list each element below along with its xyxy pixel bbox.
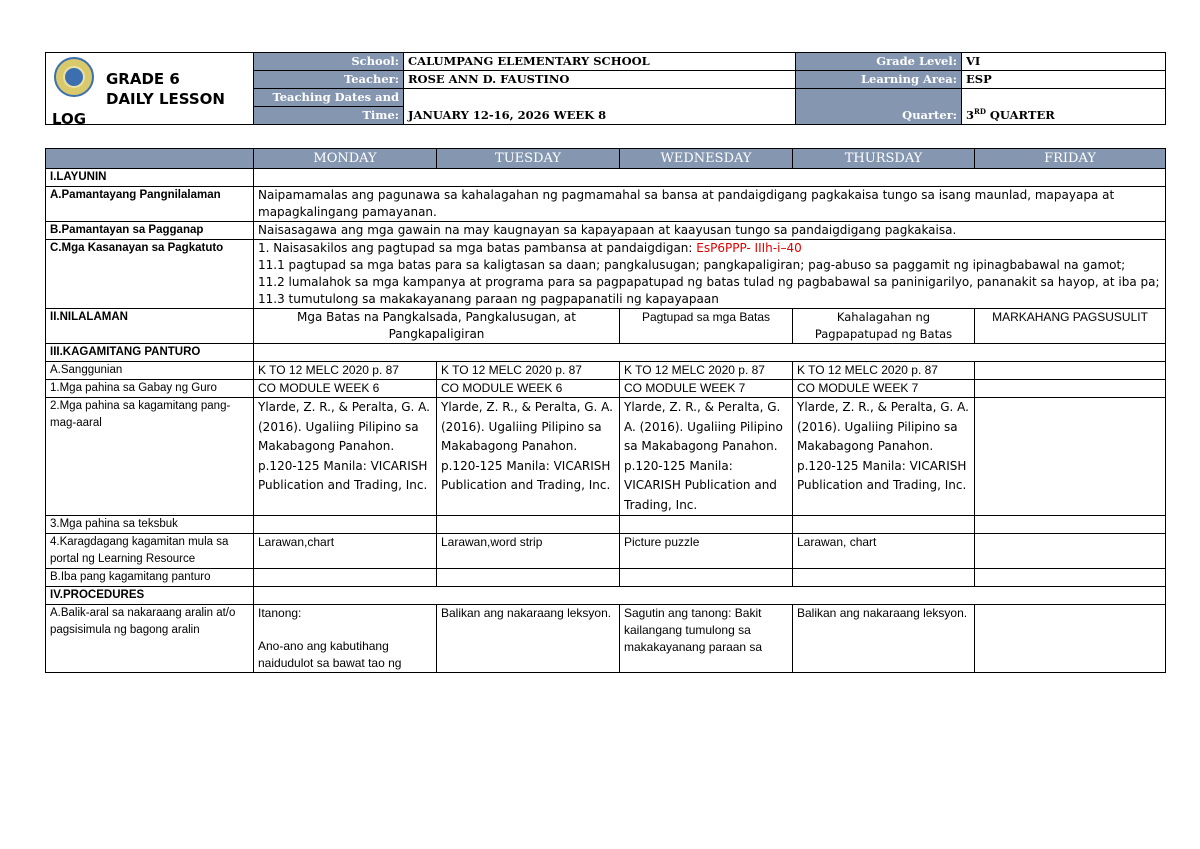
day-thursday: THURSDAY (793, 149, 975, 169)
gabay-guro-tue: CO MODULE WEEK 6 (437, 380, 620, 398)
day-header-blank (46, 149, 254, 169)
iba-pang-kagamitan-fri (975, 569, 1166, 587)
gabay-guro-wed: CO MODULE WEEK 7 (620, 380, 793, 398)
kagamitan-blank (254, 344, 1166, 362)
balik-aral-tue: Balikan ang nakaraang leksyon. (437, 605, 620, 673)
iba-pang-kagamitan-tue (437, 569, 620, 587)
quarter-label: Quarter: (796, 89, 962, 125)
teksbuk-tue (437, 516, 620, 534)
nilalaman-mon-tue: Mga Batas na Pangkalsada, Pangkalusugan, at Pangkapaligiran (254, 309, 620, 344)
sanggunian-tue: K TO 12 MELC 2020 p. 87 (437, 362, 620, 380)
learning-resource-thu: Larawan, chart (793, 534, 975, 569)
kagamitang-mag-aaral-wed: Ylarde, Z. R., & Peralta, G. A. (2016). Ugaliing Pilipino sa Makabagong Panahon. p.120-125 Manila: VICARISH Publication and Trading, Inc. (620, 398, 793, 516)
learning-resource-mon: Larawan,chart (254, 534, 437, 569)
day-monday: MONDAY (254, 149, 437, 169)
balik-aral-mon (254, 605, 437, 673)
kasanayan-line-4: 11.3 tumutulong sa makakayanang paraan ng pagpapanatili ng kapayapaan (258, 292, 719, 306)
gabay-guro-thu: CO MODULE WEEK 7 (793, 380, 975, 398)
teksbuk-mon (254, 516, 437, 534)
school-value: CALUMPANG ELEMENTARY SCHOOL (404, 53, 796, 71)
pamantayan-pagganap-text: Naisasagawa ang mga gawain na may kaugnayan sa kapayapaan at kaayusan tungo sa pandaigdigang pagkakaisa. (254, 222, 1166, 240)
day-friday: FRIDAY (975, 149, 1166, 169)
kagamitang-mag-aaral-mon: Ylarde, Z. R., & Peralta, G. A. (2016). Ugaliing Pilipino sa Makabagong Panahon. p.120-125 Manila: VICARISH Publication and Trading, Inc. (254, 398, 437, 516)
kasanayan-label: C.Mga Kasanayan sa Pagkatuto (46, 240, 254, 309)
sanggunian-fri (975, 362, 1166, 380)
iba-pang-kagamitan-label: B.Iba pang kagamitang panturo (46, 569, 254, 587)
dates-label-1: Teaching Dates and (254, 89, 404, 107)
nilalaman-thu: Kahalagahan ng Pagpapatupad ng Batas (793, 309, 975, 344)
deped-seal-icon (54, 57, 94, 97)
kagamitang-mag-aaral-fri (975, 398, 1166, 516)
dll-title-line1: GRADE 6 (106, 70, 180, 88)
teksbuk-wed (620, 516, 793, 534)
balik-aral-fri (975, 605, 1166, 673)
teacher-label: Teacher: (254, 71, 404, 89)
iba-pang-kagamitan-mon (254, 569, 437, 587)
area-label: Learning Area: (796, 71, 962, 89)
sanggunian-label: A.Sanggunian (46, 362, 254, 380)
header-table (45, 52, 1166, 128)
nilalaman-label: II.NILALAMAN (46, 309, 254, 344)
teksbuk-thu (793, 516, 975, 534)
area-value: ESP (962, 71, 1166, 89)
balik-aral-label: A.Balik-aral sa nakaraang aralin at/o pagsisimula ng bagong aralin (46, 605, 254, 673)
pamantayan-pagganap-label: B.Pamantayan sa Pagganap (46, 222, 254, 240)
iba-pang-kagamitan-thu (793, 569, 975, 587)
nilalaman-wed: Pagtupad sa mga Batas (620, 309, 793, 344)
learning-resource-wed: Picture puzzle (620, 534, 793, 569)
kasanayan-line-3: 11.2 lumalahok sa mga kampanya at programa para sa pagpapatupad ng batas tulad ng pagbabawal sa paninigarilyo, pananakit sa hayop, at iba pa; (258, 275, 1160, 289)
pamantayang-pangnilalaman-text: Naipamamalas ang pagunawa sa kahalagahan ng pagmamahal sa bansa at pandaigdigang pagkakaisa tungo sa isang maunlad, mapayapa at mapagkalingang pamayanan. (254, 187, 1166, 222)
balik-aral-mon-line1: Itanong: (258, 606, 302, 620)
grade-value: VI (962, 53, 1166, 71)
learning-resource-fri (975, 534, 1166, 569)
learning-resource-tue: Larawan,word strip (437, 534, 620, 569)
day-wednesday: WEDNESDAY (620, 149, 793, 169)
day-tuesday: TUESDAY (437, 149, 620, 169)
dates-value: JANUARY 12-16, 2026 WEEK 8 (404, 89, 796, 125)
gabay-guro-mon: CO MODULE WEEK 6 (254, 380, 437, 398)
learning-resource-label: 4.Karagdagang kagamitan mula sa portal ng Learning Resource (46, 534, 254, 569)
kasanayan-line-1: 1. Naisasakilos ang pagtupad sa mga batas pambansa at pandaigdigan: EsP6PPP- IIIh-i–40 (258, 241, 802, 255)
school-label: School: (254, 53, 404, 71)
pamantayang-pangnilalaman-label: A.Pamantayang Pangnilalaman (46, 187, 254, 222)
procedures-blank (254, 587, 1166, 605)
layunin-label: I.LAYUNIN (46, 169, 254, 187)
kagamitang-mag-aaral-thu: Ylarde, Z. R., & Peralta, G. A. (2016). Ugaliing Pilipino sa Makabagong Panahon. p.120-125 Manila: VICARISH Publication and Trading, Inc. (793, 398, 975, 516)
kagamitang-mag-aaral-label: 2.Mga pahina sa kagamitang pang-mag-aaral (46, 398, 254, 516)
procedures-label: IV.PROCEDURES (46, 587, 254, 605)
competency-code: EsP6PPP- IIIh-i–40 (696, 241, 802, 255)
iba-pang-kagamitan-wed (620, 569, 793, 587)
day-header-row (46, 149, 1166, 169)
dates-label-2: Time: (254, 107, 404, 125)
sanggunian-thu: K TO 12 MELC 2020 p. 87 (793, 362, 975, 380)
kagamitan-label: III.KAGAMITANG PANTURO (46, 344, 254, 362)
teksbuk-fri (975, 516, 1166, 534)
teksbuk-label: 3.Mga pahina sa teksbuk (46, 516, 254, 534)
nilalaman-fri: MARKAHANG PAGSUSULIT (975, 309, 1166, 344)
sanggunian-mon: K TO 12 MELC 2020 p. 87 (254, 362, 437, 380)
logo-cell (46, 53, 254, 128)
balik-aral-mon-line2: Ano-ano ang kabutihang naidudulot sa bawat tao ng (258, 639, 402, 670)
dll-title-line3: LOG (52, 110, 87, 128)
layunin-blank (254, 169, 1166, 187)
quarter-value: 3RD QUARTER (962, 89, 1166, 125)
balik-aral-wed: Sagutin ang tanong: Bakit kailangang tumulong sa makakayanang paraan sa (620, 605, 793, 673)
gabay-guro-label: 1.Mga pahina sa Gabay ng Guro (46, 380, 254, 398)
kagamitang-mag-aaral-tue: Ylarde, Z. R., & Peralta, G. A. (2016). Ugaliing Pilipino sa Makabagong Panahon. p.120-125 Manila: VICARISH Publication and Trading, Inc. (437, 398, 620, 516)
grade-label: Grade Level: (796, 53, 962, 71)
sanggunian-wed: K TO 12 MELC 2020 p. 87 (620, 362, 793, 380)
kasanayan-text (254, 240, 1166, 309)
dll-title-line2: DAILY LESSON (106, 90, 225, 108)
kasanayan-line-2: 11.1 pagtupad sa mga batas para sa kaligtasan sa daan; pangkalusugan; pangkapaligiran; pag-abuso sa paggamit ng ipinagbabawal na gamot; (258, 258, 1126, 272)
gabay-guro-fri (975, 380, 1166, 398)
lesson-table (45, 148, 1166, 673)
balik-aral-thu: Balikan ang nakaraang leksyon. (793, 605, 975, 673)
teacher-value: ROSE ANN D. FAUSTINO (404, 71, 796, 89)
